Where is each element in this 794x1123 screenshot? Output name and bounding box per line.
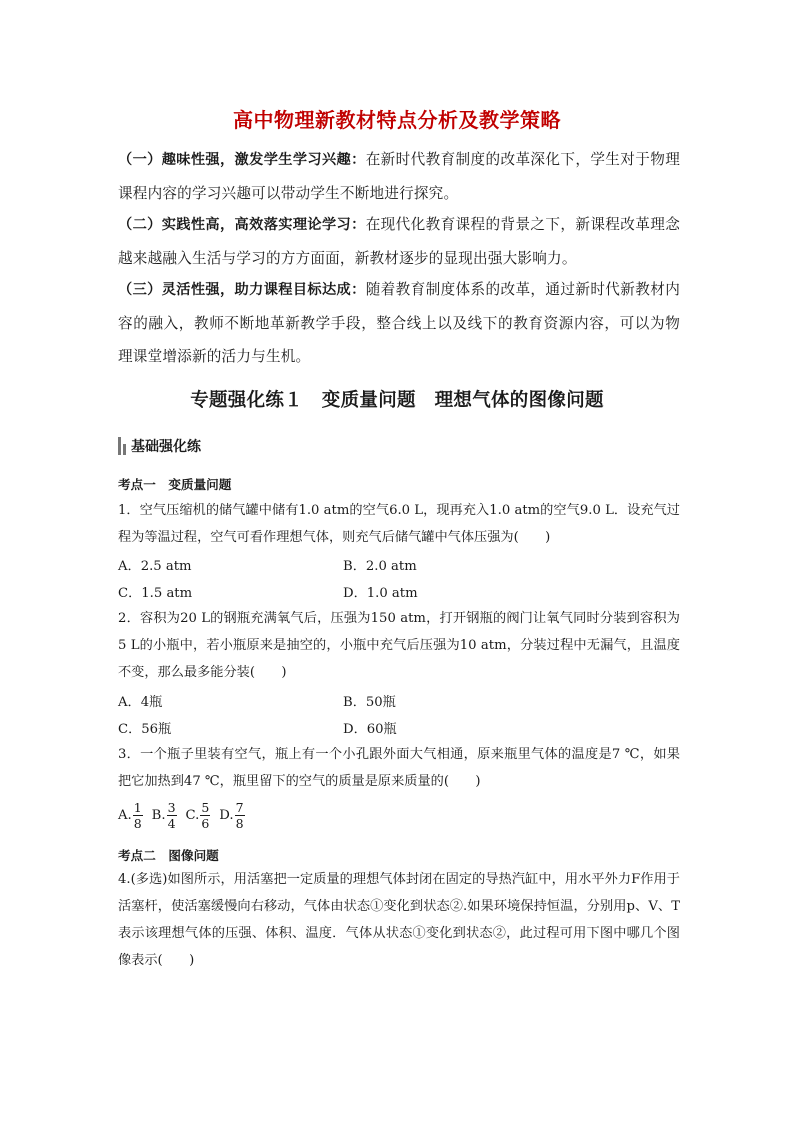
- q1-option-c: C．1.5 atm: [118, 586, 193, 601]
- intro-paragraph-1: [118, 143, 680, 210]
- q3-a-numerator: 1: [133, 800, 142, 815]
- q3-option-a-fraction: [133, 800, 143, 831]
- q3-option-d: [219, 800, 244, 831]
- q3-c-denominator: 6: [201, 816, 210, 831]
- q3-b-numerator: 3: [167, 800, 176, 815]
- question-3: 3．一个瓶子里装有空气，瓶上有一个小孔跟外面大气相通，原来瓶里气体的温度是7 ℃，如果把它加热到47 ℃，瓶里留下的空气的质量是原来质量的( ): [118, 747, 680, 789]
- q3-option-c-fraction: [200, 800, 210, 831]
- q1-option-d: D．1.0 atm: [343, 586, 418, 601]
- intro-2-text: 在现代化教育课程的背景之下，新课程改革理念越来越融入生活与学习的方方面面，新教材逐步的显现出强大影响力。: [118, 216, 680, 267]
- q3-c-numerator: 5: [201, 800, 210, 815]
- q3-option-a-letter: A.: [118, 808, 132, 823]
- q3-option-d-fraction: [235, 800, 245, 831]
- q2-option-a: A．4瓶: [118, 695, 163, 710]
- q3-d-denominator: 8: [235, 816, 244, 831]
- section-bar-icon: [118, 437, 126, 455]
- q3-a-denominator: 8: [133, 816, 142, 831]
- intro-paragraph-2: [118, 208, 680, 275]
- q3-option-c-letter: C.: [185, 808, 200, 823]
- topic-heading-1: 考点一 变质量问题: [118, 477, 232, 492]
- q3-b-denominator: 4: [167, 816, 176, 831]
- q3-option-b: [152, 800, 177, 831]
- section-heading: [118, 436, 201, 456]
- intro-paragraph-3: [118, 273, 680, 373]
- q3-option-b-fraction: [167, 800, 177, 831]
- question-2: 2．容积为20 L的钢瓶充满氧气后，压强为150 atm，打开钢瓶的阀门让氧气同时分装到容积为5 L的小瓶中，若小瓶原来是抽空的，小瓶中充气后压强为10 atm，分装过程中无漏气，且温度不变，那么最多能分装( ): [118, 611, 680, 680]
- intro-1-lead: （一）趣味性强，激发学生学习兴趣：: [118, 152, 366, 168]
- q3-option-a: [118, 800, 143, 831]
- q2-option-d: D．60瓶: [343, 722, 397, 737]
- q3-option-b-letter: B.: [151, 808, 166, 823]
- intro-2-lead: （二）实践性高，高效落实理论学习：: [118, 217, 366, 233]
- document-title: 高中物理新教材特点分析及教学策略: [233, 108, 561, 132]
- section-label: 基础强化练: [131, 439, 201, 455]
- q3-option-c: [186, 800, 211, 831]
- intro-1-text: 在新时代教育制度的改革深化下，学生对于物理课程内容的学习兴趣可以带动学生不断地进行探究。: [118, 151, 680, 202]
- q2-option-c: C．56瓶: [118, 722, 172, 737]
- q3-options: [118, 800, 254, 831]
- q1-option-b: B．2.0 atm: [343, 559, 417, 574]
- q2-option-b: B．50瓶: [343, 695, 396, 710]
- exercise-title: 专题强化练１ 变质量问题 理想气体的图像问题: [190, 390, 604, 411]
- q3-d-numerator: 7: [235, 800, 244, 815]
- q1-option-a: A．2.5 atm: [118, 559, 192, 574]
- question-1: 1．空气压缩机的储气罐中储有1.0 atm的空气6.0 L，现再充入1.0 atm的空气9.0 L．设充气过程为等温过程，空气可看作理想气体，则充气后储气罐中气体压强为( ): [118, 503, 680, 545]
- intro-3-text: 随着教育制度体系的改革，通过新时代新教材内容的融入，教师不断地革新教学手段，整合线上以及线下的教育资源内容，可以为物理课堂增添新的活力与生机。: [118, 281, 680, 365]
- intro-3-lead: （三）灵活性强，助力课程目标达成：: [118, 282, 366, 298]
- q3-option-d-letter: D.: [219, 808, 234, 823]
- question-4: 4.(多选)如图所示，用活塞把一定质量的理想气体封闭在固定的导热汽缸中，用水平外力F作用于活塞杆，使活塞缓慢向右移动，气体由状态①变化到状态②.如果环境保持恒温，分别用p、V、T表示该理想气体的压强、体积、温度．气体从状态①变化到状态②，此过程可用下图中哪几个图像表示( ): [118, 872, 680, 968]
- topic-heading-2: 考点二 图像问题: [118, 848, 219, 863]
